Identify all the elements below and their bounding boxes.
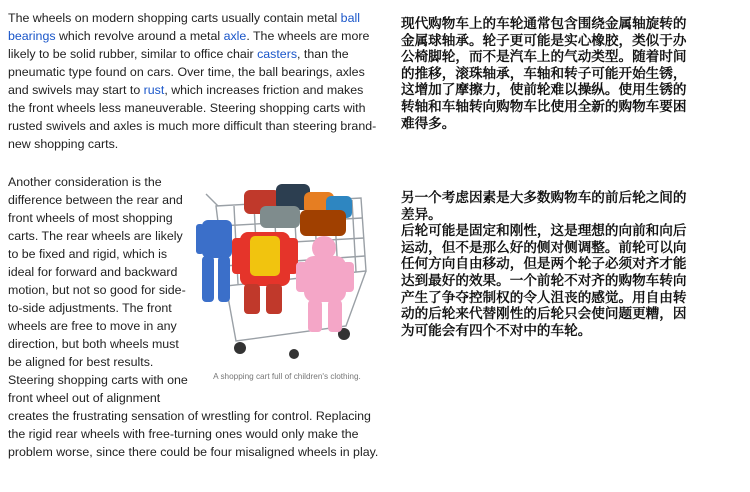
chinese-text: 后轮可能是固定和刚性，这是理想的向前和向后运动，但不是那么好的侧对侧调整。前轮可以向任何方向自由移动，但是两个轮子必须对齐才能达到最好的效果。一个前轮不对齐的购物车转向产生了争夺控制权的令人沮丧的感觉。用自由转动的后轮来代替刚性的后轮只会使问题更糟，因为可能会有四个不对中的车轮。 — [401, 223, 687, 339]
chinese-text: 另一个考虑因素是大多数购物车的前后轮之间的差异。 — [401, 190, 687, 223]
english-paragraph-2 — [8, 173, 380, 461]
shopping-cart-clothes-image — [196, 176, 378, 366]
figure-shopping-cart — [196, 176, 378, 394]
text-run: , than the pneumatic type found on cars. Over time, the ball bearings, axles and swivels may start to — [8, 47, 365, 97]
text-run: which revolve around a metal — [55, 29, 224, 43]
chinese-paragraph-2 — [401, 190, 691, 339]
figure-caption: A shopping cart full of children's clothing. — [213, 372, 361, 381]
chinese-text: 现代购物车上的车轮通常包含围绕金属轴旋转的金属球轴承。轮子更可能是实心橡胶，类似于办公椅脚轮，而不是汽车上的气动类型。随着时间的推移，滚珠轴承，车轴和转子可能开始生锈，这增加了摩擦力，使前轮难以操纵。使用生锈的转轴和车轴转向购物车比使用全新的购物车要困难得多。 — [401, 16, 687, 132]
text-run: , which increases friction and makes the front wheels less maneuverable. Steering shopping carts with rusted swivels and axles is much more difficult than steering brand-new shopping carts. — [8, 83, 377, 151]
link-casters[interactable]: casters — [257, 47, 298, 61]
text-run: Another consideration is the difference between the rear and front wheels of most shopping carts. The rear wheels are likely to be fixed and rigid, which is ideal for forward and backward motion, but not so good for side-to-side adjustments. The front wheels are free to move in any direction, but both wheels must be aligned for best results. Steering shopping carts with one front wheel out of alignment creates the frustrating sensation of wrestling for control. Replacing the rigid rear wheels with free-turning ones would only make the problem worse, since there could be four misaligned wheels in play. — [8, 175, 379, 459]
link-rust[interactable]: rust — [143, 83, 165, 97]
english-paragraph-1 — [8, 9, 380, 153]
text-run: The wheels on modern shopping carts usually contain metal — [8, 11, 341, 25]
link-axle[interactable]: axle — [223, 29, 247, 43]
link-ball-bearings[interactable]: ball bearings — [8, 11, 360, 43]
chinese-paragraph-1 — [401, 16, 691, 132]
text-run: . The wheels are more likely to be solid rubber, similar to office chair — [8, 29, 370, 61]
